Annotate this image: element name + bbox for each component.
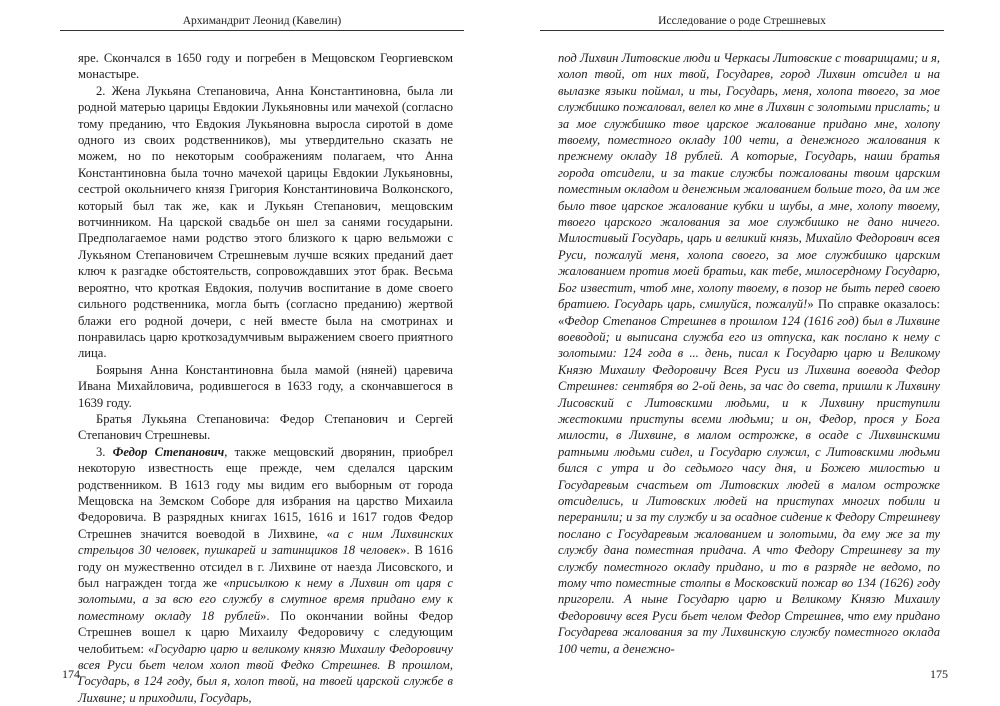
page-body [78,50,453,706]
page-number: 174 [62,667,80,681]
quotation: под Лихвин Литовские люди и Черкасы Литовские с товарищами; и я, холоп твой, от них твой, Государев, город Лихвин отсидел и на вылазке языки поймал, и ты, Государь, меня, холопа твоего, за мое службишко пожаловал, велел ко мне в Лихвин с золотыми прислать; и за мое службишко твое царское жалование придано мне, холопу твоему, поместного окладу 100 чети, а денежного жалования к прежнему окладу 18 рублей. А которые, Государь, наши братья города отсидели, и за такие службы пожалованы твоим царским поместным окладом и денежным жалованием больше того, да им же было твое царское жалование кубки и шубы, а мне, холопу твоему, твоего царского жалования за мое службишко не дано ничего. Милостивый Государь, царь и великий князь, Михайло Федорович всея Руси, пожалуй меня, холопа своего, за мое службишко царским жалованием против моей братьи, как тебе, милосердному Государю, Бог известит, чтоб мне, холопу твоему, в позор не быть перед своею братиею. Государь царь, смилуйся, пожалуй! [558,51,940,312]
paragraph [78,444,453,706]
right-page [500,0,1000,706]
paragraph [558,50,940,657]
page-number: 175 [930,667,948,681]
paragraph: 2. Жена Лукьяна Степановича, Анна Константиновна, была ли родной матерью царицы Евдокии Лукьяновны или мачехой (согласно тому преданию, что Евдокия Лукьяновна выросла сиротой в доме одного из своих родственников), мы утвердительно сказать не можем, но по некоторым соображениям полагаем, что Анна Константиновна была точно мачехой царицы Евдокии Лукьяновны, сестрой окольничего князя Григория Константиновича Волконского, который был так же, как и Лукьян Степанович, мещовским вотчинником. На царской свадьбе он шел за санями государыни. Предполагаемое нами родство этого близкого к царю вельможи с Лукьяном Степановичем Стрешневым лучше всяких преданий дает ключ к разгадке обстоятельств, сопровождавших этот брак. Весьма вероятно, что кроткая Евдокия, получив воспитание в доме своего сильного родственника, могла быть (согласно преданию) жертвой блажи его родной дочери, с ней вместе была на смотринах и понравилась царю кроткозадумчивым выражением своего приятного лица. [78,83,453,361]
quotation: а с ним Лихвинских стрельцов 30 человек, пушкарей и затинщиков 18 человек [78,526,453,558]
running-header: Архимандрит Леонид (Кавелин) [60,12,464,31]
page-body [558,50,940,657]
text-run: » По справке оказалось: « [558,297,940,328]
running-header: Исследование о роде Стрешневых [540,12,944,31]
quotation: Федор Степанов Стрешнев в прошлом 124 (1616 год) был в Лихвине воеводой; и выписана служба его из отпуска, как послано к нему с золотыми: 124 года в ... день, писал к Государю царю и Великому Князю Михаилу Федоровичу Всея Руси из Лихвина воевода Федор Стрешнев: сентября во 2-ой день, за час до света, пришли к Лихвину Лисовский с Литовскими людьми, и к Лихвину приступили жестокими приступы всеми людьми; и он, Федор, прося у Бога милости, в Лихвине, в малом острожке, в осаде с Лихвинскими ратными людьми сидел, и Государю служил, с Литовскими людьми бился с утра и до седьмого часу дня, и Божею милостью и Государевым счастьем от Литовских людей в малом острожке отсиделись, и Литовских людей на приступах многих побили и переранили; и за ту службу и за осадное сидение к Федору Стрешневу послано с Государевым жалованием и золотыми, да ему же за ту службу дана поместная придача. А что Федору Стрешневу за ту службу поместного окладу придано, и то в разряде не ведомо, по тому что поместные столпы в Московский пожар во 134 (1626) году пригорели. А ныне Государю царю и Великому Князю Михаилу Федоровичу всея Руси бьет челом Федор Стрешнев, что ему придано Государева жалования за ту Лихвинскую службу поместного оклада 100 чети, а денежно- [558,313,940,656]
quotation: Государю царю и великому князю Михаилу Федоровичу всея Руси бьет челом холоп твой Федко Стрешнев. В прошлом, Государь, в 124 году, был я, холоп твой, на твоей царской службе в Лихвине; и приходили, Государь, [78,641,453,705]
paragraph: яре. Скончался в 1650 году и погребен в Мещовском Георгиевском монастыре. [78,51,453,82]
item-number: 3. [96,444,113,459]
person-name: Федор Степанович [112,444,225,459]
text-run: ». В 1616 году он мужественно отсидел в г. Лихвине от наезда Лисовского, и был награжден тогда же « [78,543,453,590]
quotation: присылкою к нему в Лихвин от царя с золотыми, а за всю его службу в смутное время придано ему к поместному окладу 18 рублей [78,576,453,623]
text-run: , также мещовский дворянин, приобрел некоторую известность еще прежде, чем сделался царским родственником. В 1613 году мы видим его выборным от города Мещовска на Земском Соборе для избрания на царство Михаила Федоровича. В разрядных книгах 1615, 1616 и 1617 годов Федор Стрешнев значится воеводой в Лихвине, « [78,444,453,541]
paragraph: Боярыня Анна Константиновна была мамой (няней) царевича Ивана Михайловича, родившегося в 1633 году, а скончавшегося в 1639 году. [78,362,453,410]
text-run: ». По окончании войны Федор Стрешнев вошел к царю Михаилу Федоровичу с следующим челобитьем: « [78,608,454,656]
paragraph: Братья Лукьяна Степановича: Федор Степанович и Сергей Степанович Стрешневы. [78,411,453,443]
